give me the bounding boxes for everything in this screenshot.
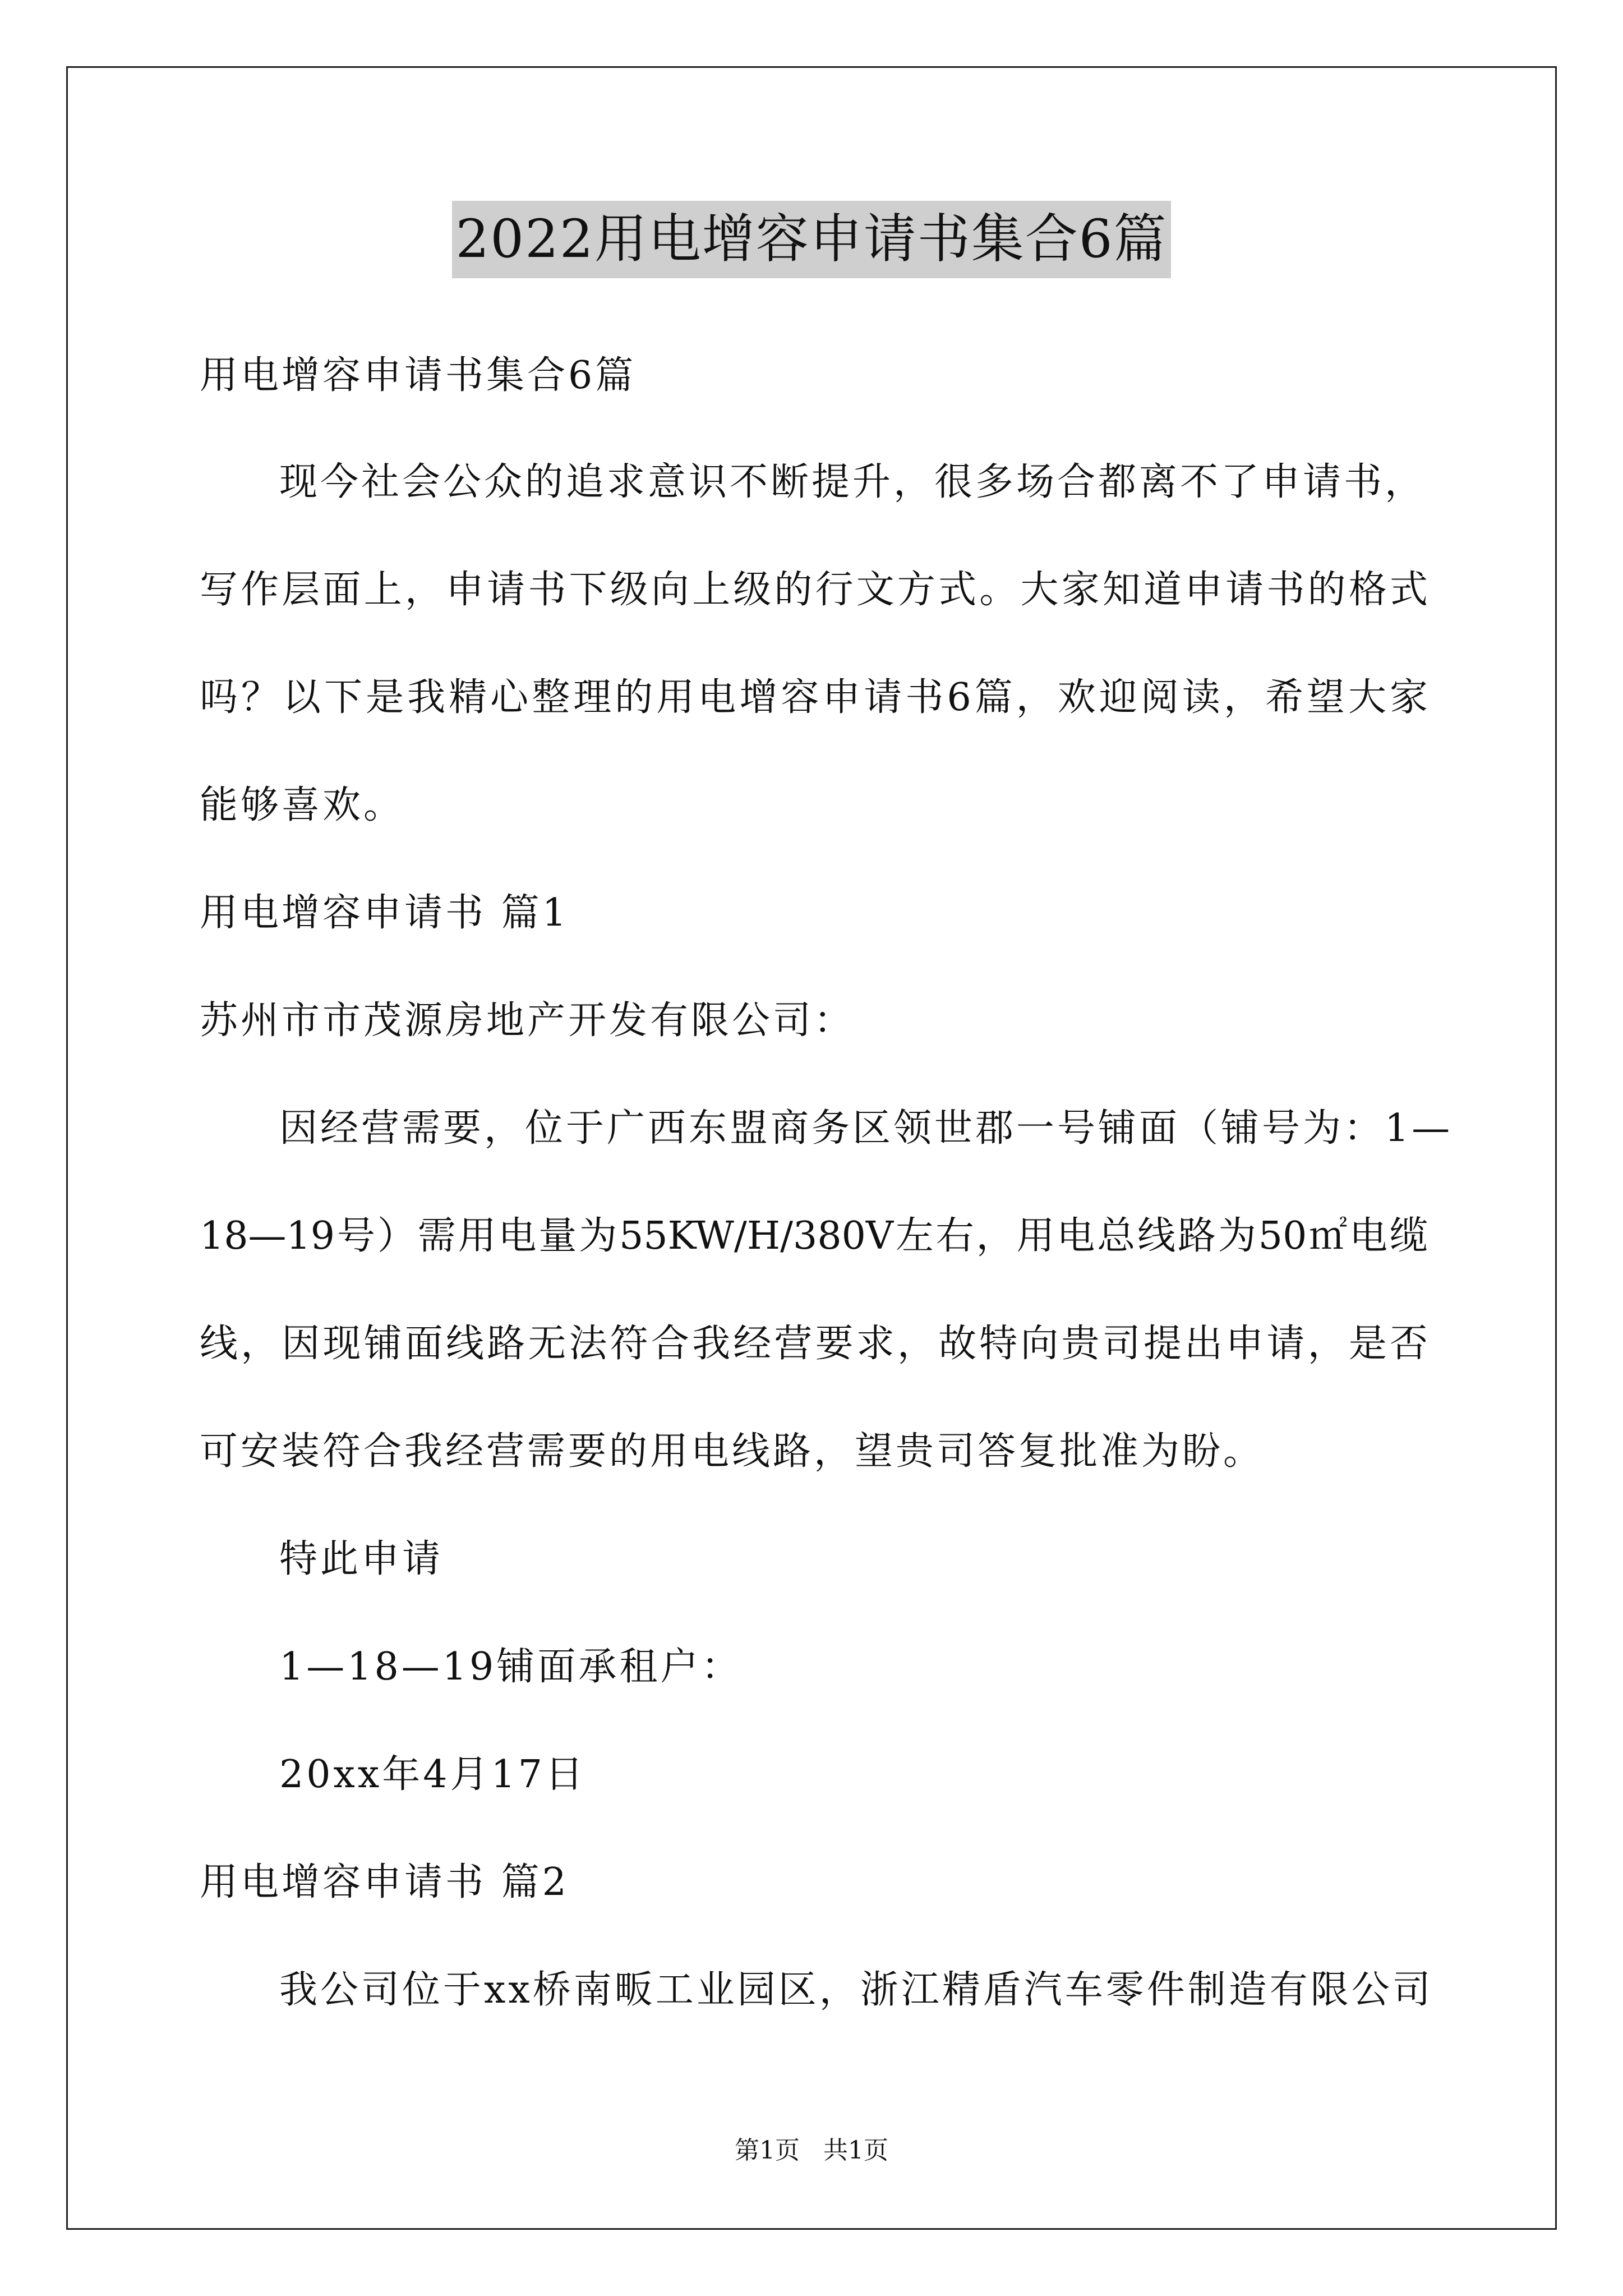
page-footer: 第1页 共1页 (735, 2136, 888, 2165)
addressee-line: 苏州市市茂源房地产开发有限公司： (200, 999, 855, 1043)
paragraph-section2-line-1: 我公司位于xx桥南畈工业园区，浙江精盾汽车零件制造有限公司 (279, 1968, 1433, 2012)
paragraph-intro-line-2: 写作层面上，申请书下级向上级的行文方式。大家知道申请书的格式 (200, 568, 1428, 612)
paragraph-body-line-3: 线，因现铺面线路无法符合我经营要求，故特向贵司提出申请，是否 (200, 1322, 1428, 1366)
signature-line: 1—18—19铺面承租户： (279, 1645, 743, 1689)
section-heading-1: 用电增容申请书 篇1 (200, 891, 569, 935)
doc-subtitle-line: 用电增容申请书集合6篇 (200, 353, 637, 398)
closing-line: 特此申请 (279, 1537, 444, 1581)
section-heading-2: 用电增容申请书 篇2 (200, 1860, 569, 1904)
title-container (0, 201, 1623, 278)
document-title: 2022用电增容申请书集合6篇 (452, 201, 1170, 278)
paragraph-intro-line-3: 吗？以下是我精心整理的用电增容申请书6篇，欢迎阅读，希望大家 (200, 675, 1428, 720)
paragraph-body-line-1: 因经营需要，位于广西东盟商务区领世郡一号铺面（铺号为：1— (279, 1106, 1453, 1151)
paragraph-intro-line-4: 能够喜欢。 (200, 783, 405, 827)
paragraph-intro-line-1: 现今社会公众的追求意识不断提升，很多场合都离不了申请书， (279, 460, 1426, 504)
date-line: 20xx年4月17日 (279, 1752, 587, 1797)
paragraph-body-line-4: 可安装符合我经营需要的用电线路，望贵司答复批准为盼。 (200, 1429, 1265, 1474)
paragraph-body-line-2: 18—19号）需用电量为55KW/H/380V左右，用电总线路为50㎡电缆 (200, 1214, 1428, 1258)
